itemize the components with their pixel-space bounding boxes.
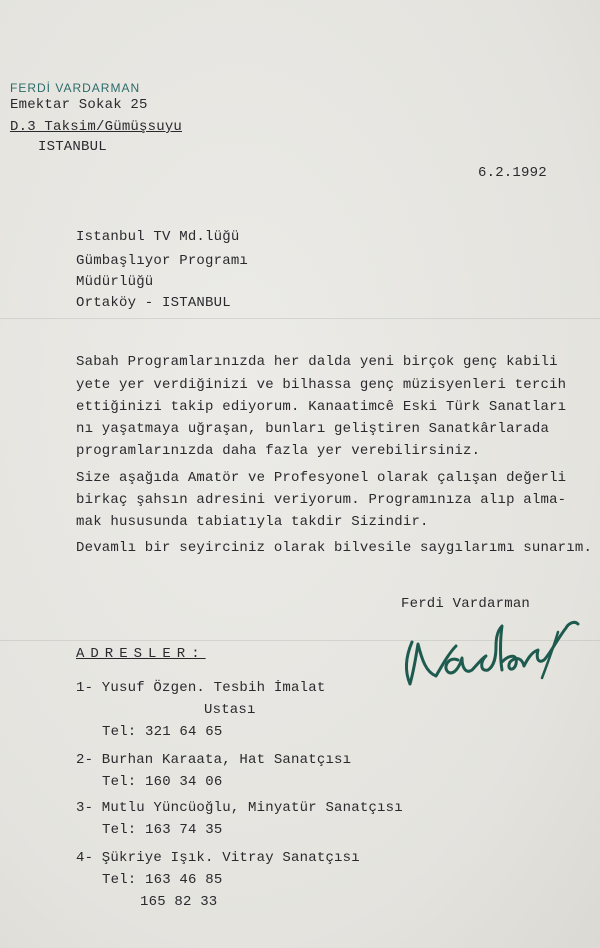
letterhead-city: ISTANBUL	[38, 139, 107, 155]
body-line: yete yer verdiğinizi ve bilhassa genç müzisyenleri tercih	[76, 377, 567, 393]
addresses-heading: ADRESLER:	[76, 646, 206, 662]
address-tel: Tel: 321 64 65	[102, 724, 223, 740]
address-item: 4- Şükriye Işık. Vitray Sanatçısı	[76, 850, 360, 866]
address-tel: Tel: 163 74 35	[102, 822, 223, 838]
letterhead-district: D.3 Taksim/Gümüşsuyu	[10, 119, 183, 135]
recipient-line: Istanbul TV Md.lüğü	[76, 229, 240, 245]
letter-date: 6.2.1992	[478, 165, 547, 181]
body-line: Sabah Programlarınızda her dalda yeni birçok genç kabili	[76, 354, 558, 370]
recipient-line: Ortaköy - ISTANBUL	[76, 295, 231, 311]
address-item-continuation: Ustası	[204, 702, 256, 718]
address-tel: Tel: 163 46 85	[102, 872, 223, 888]
address-item: 3- Mutlu Yüncüoğlu, Minyatür Sanatçısı	[76, 800, 403, 816]
signature-name: Ferdi Vardarman	[401, 596, 531, 612]
address-item: 2- Burhan Karaata, Hat Sanatçısı	[76, 752, 352, 768]
body-line: birkaç şahsın adresini veriyorum. Programınıza alıp alma-	[76, 492, 567, 508]
address-tel: 165 82 33	[140, 894, 218, 910]
letterhead-street: Emektar Sokak 25	[10, 97, 148, 113]
address-tel: Tel: 160 34 06	[102, 774, 223, 790]
body-line: nı yaşatmaya uğraşan, bunları geliştiren Sanatkârlarada	[76, 421, 550, 437]
recipient-line: Müdürlüğü	[76, 274, 154, 290]
body-line: programlarınızda daha fazla yer verebilirsiniz.	[76, 443, 481, 459]
address-item: 1- Yusuf Özgen. Tesbih İmalat	[76, 680, 326, 696]
closing-line: Devamlı bir seyirciniz olarak bilvesile saygılarımı sunarım.	[76, 540, 593, 556]
letterhead-name: FERDİ VARDARMAN	[10, 81, 141, 95]
body-line: ettiğinizi takip ediyorum. Kanaatimcê Eski Türk Sanatları	[76, 399, 567, 415]
body-line: mak hususunda tabiatıyla takdir Sizindir.	[76, 514, 429, 530]
handwritten-signature	[398, 606, 588, 688]
recipient-line: Gümbaşlıyor Programı	[76, 253, 249, 269]
body-line: Size aşağıda Amatör ve Profesyonel olarak çalışan değerli	[76, 470, 567, 486]
paper-fold	[0, 318, 600, 319]
